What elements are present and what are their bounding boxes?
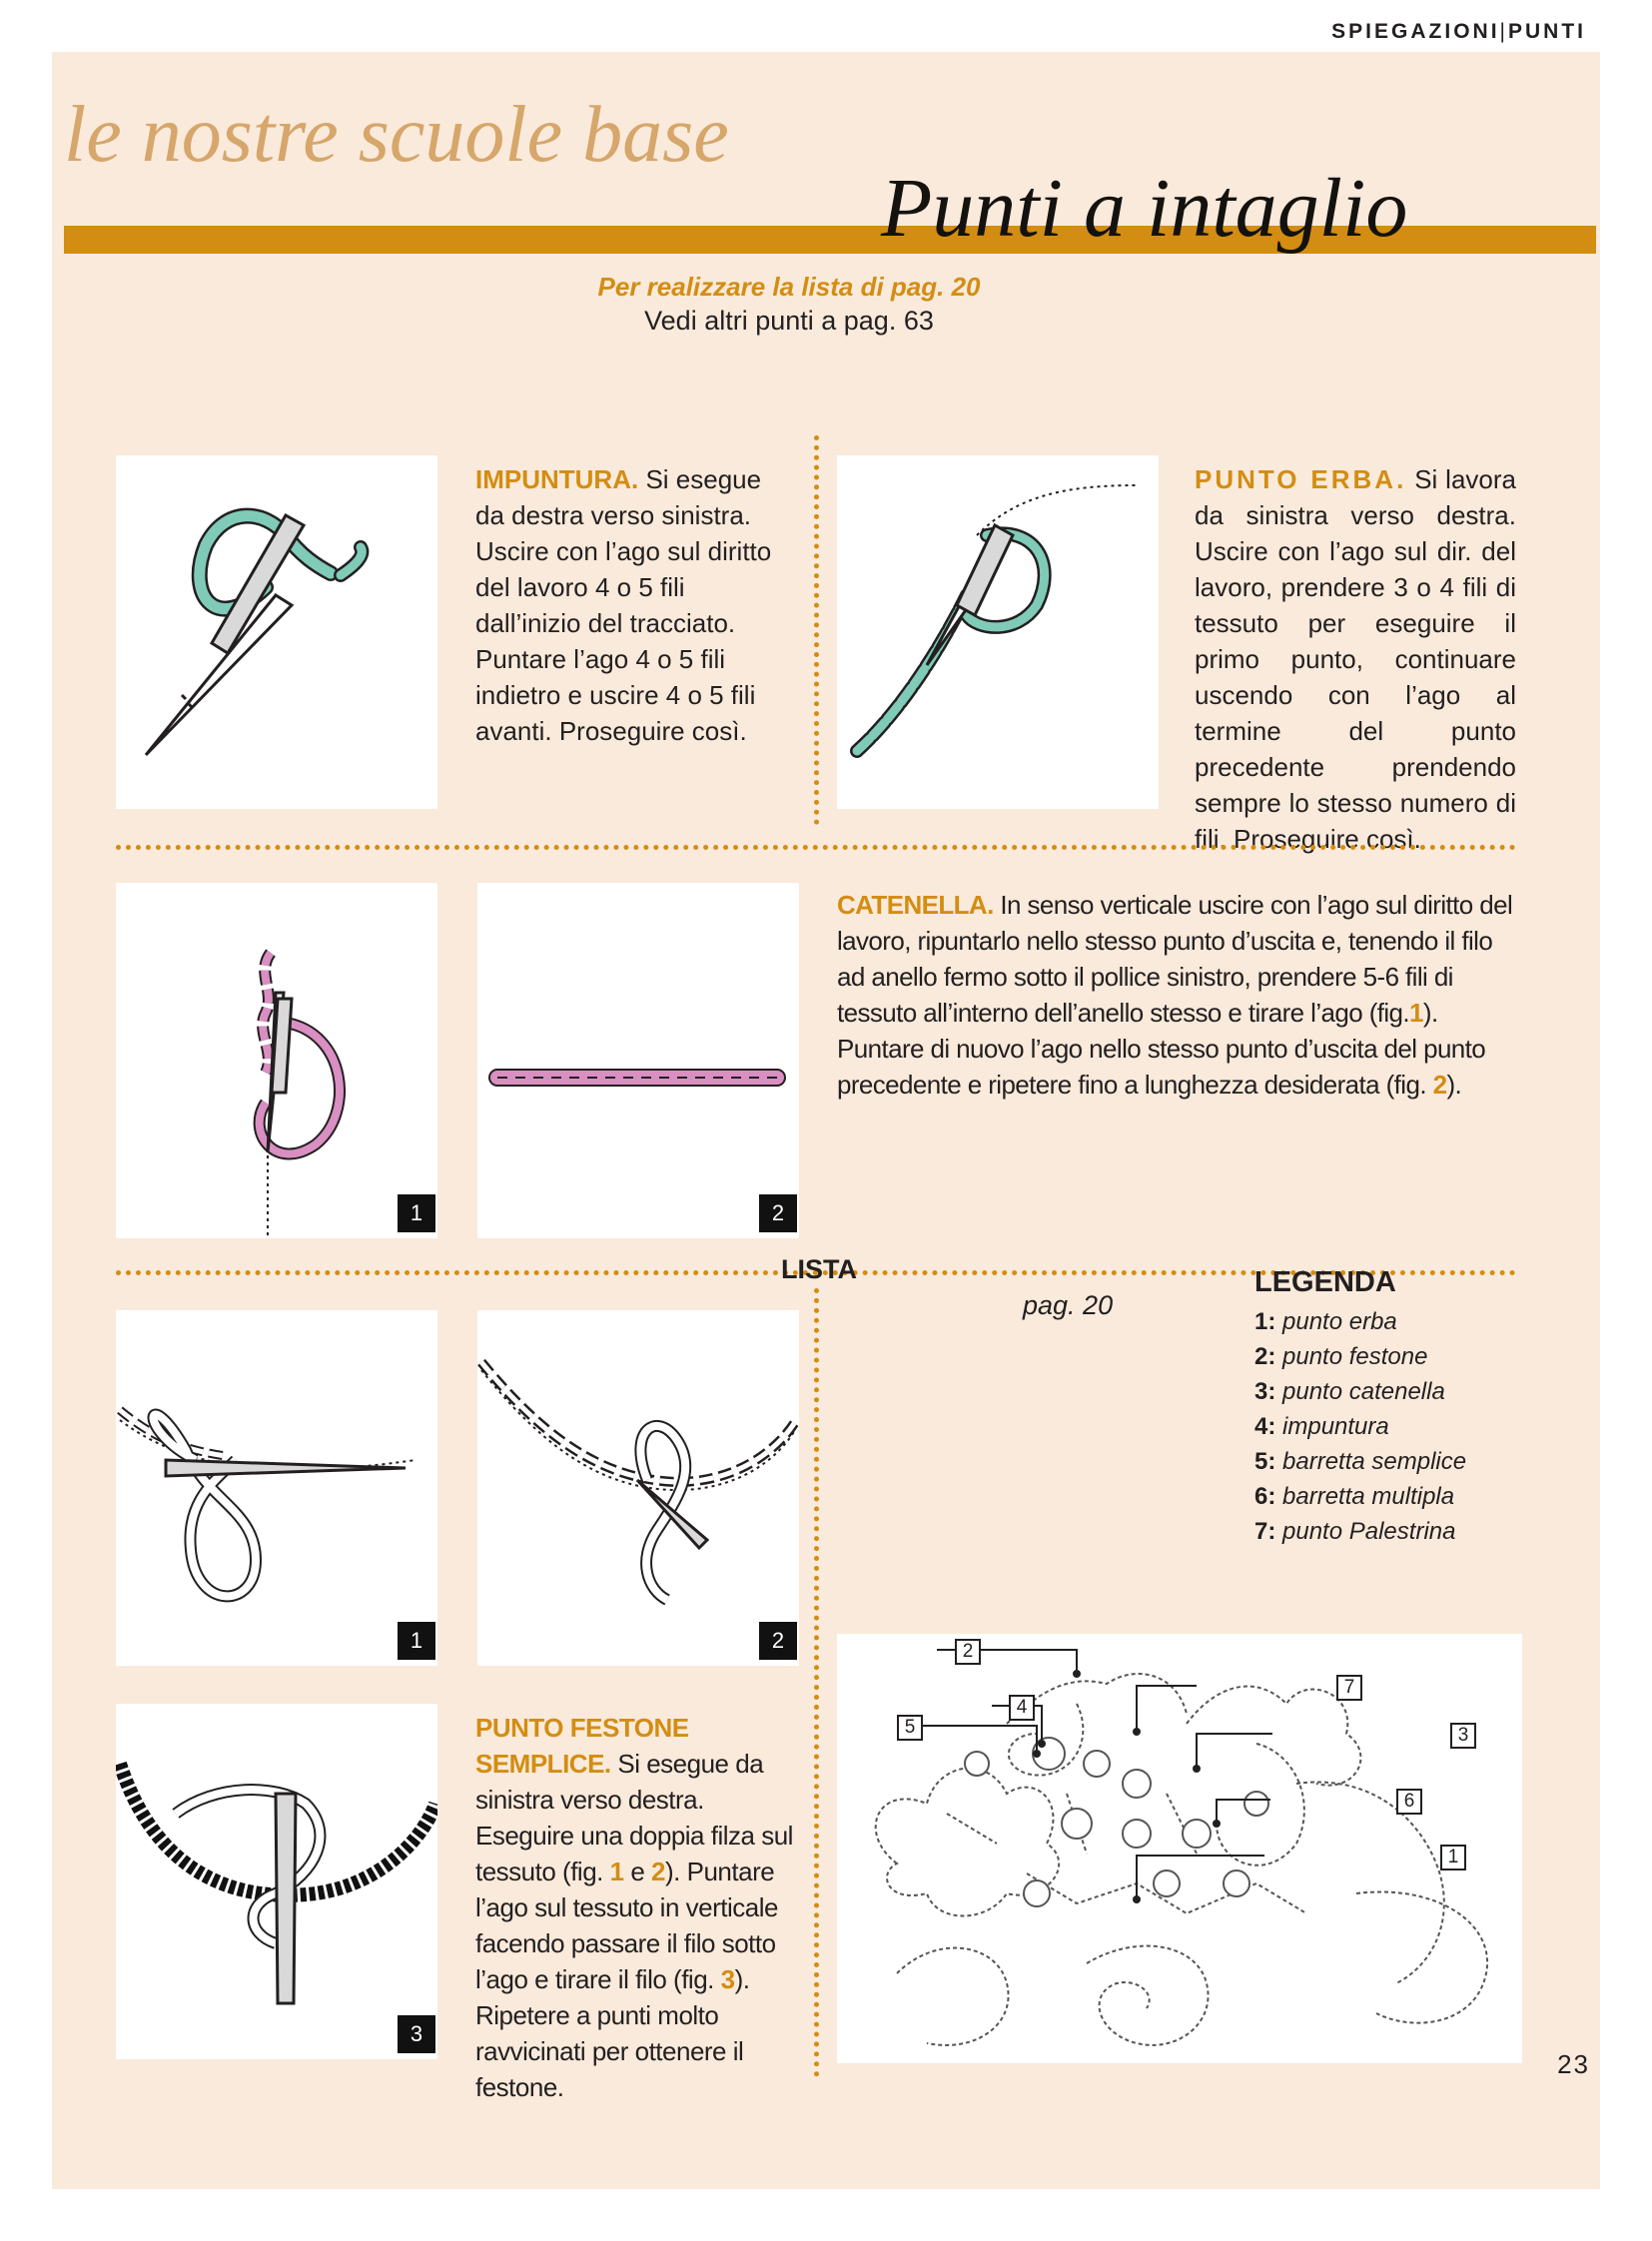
festone-illustration-3 <box>116 1704 437 2059</box>
page-title: Punti a intaglio <box>881 162 1408 255</box>
pattern-callout: 5 <box>897 1715 923 1741</box>
catenella-fig1-ref: 1 <box>1409 998 1423 1028</box>
pattern-callout: 7 <box>1336 1675 1362 1701</box>
pattern-callout: 2 <box>955 1639 981 1665</box>
lista-page-ref: pag. 20 <box>1023 1290 1114 1320</box>
festone-fig3-ref: 3 <box>720 1964 735 1994</box>
figure-tag: 2 <box>759 1622 797 1660</box>
punto-erba-lead: PUNTO ERBA. <box>1195 464 1407 494</box>
lista-label: LISTA <box>781 1254 857 1284</box>
festone-text <box>475 1710 797 2105</box>
legenda-item: 2: punto festone <box>1254 1343 1428 1370</box>
legenda-item: 4: impuntura <box>1254 1413 1389 1440</box>
impuntura-lead: IMPUNTURA. <box>475 464 639 494</box>
subtitle-more: Vedi altri punti a pag. 63 <box>644 306 934 336</box>
punto-erba-text <box>1195 461 1516 857</box>
festone-illustration-1 <box>116 1310 437 1666</box>
punto-erba-description: Si lavora da sinistra verso destra. Uscire con l’ago sul dir. del lavoro, prendere 3 o 4 fili di tessuto per eseguire il primo punto, continuare uscendo con l’ago al termine del punto precedente prendendo sempre lo stesso numero di fili. Proseguire così. <box>1195 464 1516 854</box>
legenda-item: 5: barretta semplice <box>1254 1448 1467 1475</box>
divider-vertical-top <box>814 435 819 825</box>
pattern-callout: 4 <box>1009 1695 1035 1721</box>
catenella-description-a: In senso verticale uscire con l’ago sul diritto del lavoro, ripuntarlo nello stesso punto d’uscita e, tenendo il filo ad anello fermo sotto il pollice sinistro, prendere 5-6 fili di tessuto all’interno dell’anello stesso e tirare l’ago (fig. <box>837 890 1513 1028</box>
festone-fig1-ref: 1 <box>609 1857 624 1886</box>
page-number: 23 <box>1557 2049 1590 2079</box>
pattern-callout: 6 <box>1396 1789 1422 1815</box>
figure-tag: 2 <box>759 1194 797 1232</box>
pattern-callout: 1 <box>1440 1845 1466 1870</box>
subtitle-reference: Per realizzare la lista di pag. 20 <box>597 272 981 302</box>
festone-fig2-ref: 2 <box>651 1857 666 1886</box>
catenella-illustration-2 <box>477 883 799 1238</box>
legenda-title: LEGENDA <box>1254 1266 1396 1298</box>
legenda-item: 6: barretta multipla <box>1254 1483 1455 1510</box>
pattern-callout: 3 <box>1450 1723 1476 1749</box>
catenella-description-b: ). Puntare di nuovo l’ago nello stesso punto d’uscita del punto precedente e ripetere fino a lunghezza desiderata (fig. <box>837 998 1486 1100</box>
section-header: SPIEGAZIONI|PUNTI <box>1331 20 1586 43</box>
legenda-item: 7: punto Palestrina <box>1254 1518 1456 1545</box>
catenella-text <box>837 887 1526 1103</box>
legenda-item: 3: punto catenella <box>1254 1378 1445 1405</box>
festone-description-a: Si esegue da sinistra verso destra. Eseguire una doppia filza sul tessuto (fig. <box>475 1749 793 1886</box>
section-topic: PUNTI <box>1508 20 1586 43</box>
lista-pattern <box>837 1634 1522 2063</box>
catenella-description-c: ). <box>1446 1070 1462 1100</box>
legenda-list <box>1254 1304 1466 1549</box>
section-label: SPIEGAZIONI <box>1331 20 1500 43</box>
punto-erba-illustration <box>837 455 1159 809</box>
impuntura-illustration <box>116 455 437 809</box>
divider-vertical-bottom <box>814 1288 819 2077</box>
divider-horizontal-1 <box>116 845 1516 850</box>
festone-description-c: ). Ripetere a punti molto ravvicinati per ottenere il festone. <box>475 1964 750 2102</box>
festone-illustration-2 <box>477 1310 799 1666</box>
kicker-title: le nostre scuole base <box>64 91 729 179</box>
figure-tag: 1 <box>398 1194 435 1232</box>
catenella-illustration-1 <box>116 883 437 1238</box>
figure-tag: 1 <box>398 1622 435 1660</box>
impuntura-description: Si esegue da destra verso sinistra. Uscire con l’ago sul diritto del lavoro 4 o 5 fili dall’inizio del tracciato. Puntare l’ago 4 o 5 fili indietro e uscire 4 o 5 fili avanti. Proseguire così. <box>475 464 772 746</box>
catenella-lead: CATENELLA. <box>837 890 994 920</box>
catenella-fig2-ref: 2 <box>1432 1070 1447 1100</box>
festone-and: e <box>630 1857 645 1886</box>
impuntura-text <box>475 461 797 749</box>
festone-lead: PUNTO FESTONE SEMPLICE. <box>475 1713 689 1779</box>
legenda-item: 1: punto erba <box>1254 1308 1397 1335</box>
figure-tag: 3 <box>398 2015 435 2053</box>
festone-description-b: ). Puntare l’ago sul tessuto in verticale facendo passare il filo sotto l’ago e tirare il filo (fig. <box>475 1857 778 1994</box>
